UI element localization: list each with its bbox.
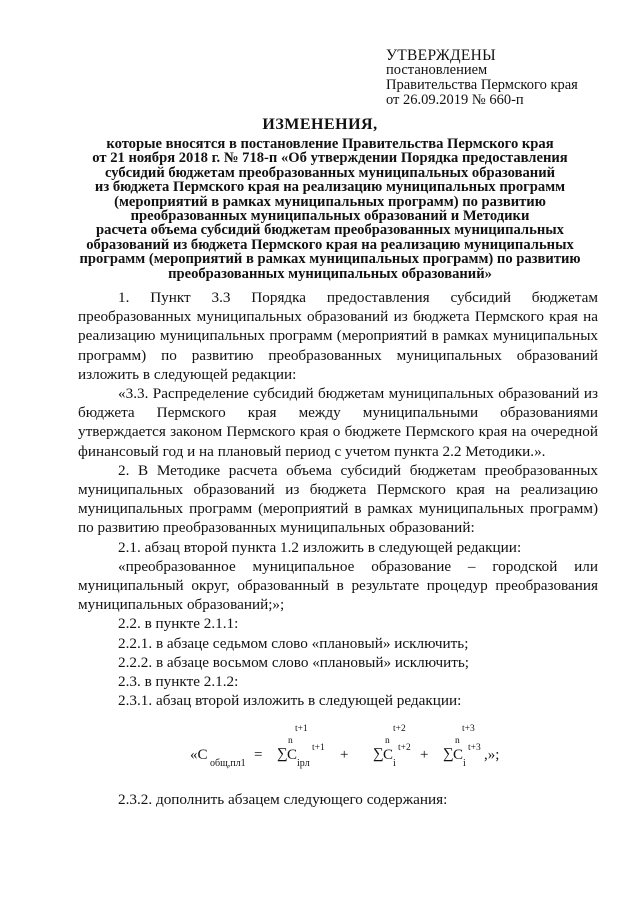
approval-stamp (386, 48, 578, 108)
formula-n-3: n (455, 736, 460, 747)
formula-sum-1: ∑ (277, 746, 288, 763)
paragraph-8: 2.2.2. в абзаце восьмом слово «плановый» исключить; (118, 653, 470, 671)
formula-t2-top: t+2 (393, 724, 406, 735)
subtitle-line: программ (мероприятий в рамках муниципальных программ) по развитию (79, 251, 581, 268)
formula-lhs: «С (190, 747, 208, 764)
subtitle-line: образований из бюджета Пермского края на реализацию муниципальных (86, 236, 574, 253)
formula-term-2-sub: i (393, 758, 396, 770)
approval-line-3: Правительства Пермского края (386, 77, 578, 93)
formula (78, 712, 598, 784)
paragraph-9: 2.3. в пункте 2.1.2: (118, 673, 239, 691)
formula-n-1: n (288, 736, 293, 747)
subtitle-line: (мероприятий в рамках муниципальных программ) по развитию (114, 193, 546, 210)
paragraph-6: 2.2. в пункте 2.1.1: (118, 615, 239, 633)
formula-term-3: С (453, 747, 464, 764)
document-body (78, 288, 598, 810)
subtitle-line: субсидий бюджетам преобразованных муниципальных образований (104, 164, 556, 181)
subtitle-line: которые вносятся в постановление Правительства Пермского края (106, 136, 554, 152)
paragraph-10: 2.3.1. абзац второй изложить в следующей редакции: (118, 692, 462, 710)
subtitle-line: из бюджета Пермского края на реализацию муниципальных программ (94, 179, 566, 196)
paragraph-3: 2. В Методике расчета объема субсидий бюджетам преобразованных муниципальных образований из бюджета Пермского края на реализацию муниципальных программ (мероприятий в рамках муниципальных программ) по развитию преобразованных муниципальных образований: (78, 461, 598, 537)
formula-term-1-sup: t+1 (312, 743, 325, 754)
paragraph-1: 1. Пункт 3.3 Порядка предоставления субсидий бюджетам преобразованных муниципальных образований из бюджета Пермского края на реализацию муниципальных программ (мероприятий в рамках муниципальных программ) по развитию преобразованных муниципальных образований изложить в следующей редакции: (78, 289, 598, 383)
formula-n-2: n (385, 736, 390, 747)
formula-t3-top: t+3 (462, 724, 475, 735)
paragraph-5: «преобразованное муниципальное образование – городской или муниципальный округ, образованный в результате процедур преобразования муниципальных образований;»; (78, 557, 598, 614)
subtitle-line: преобразованных муниципальных образований и Методики (130, 208, 530, 225)
paragraph-11: 2.3.2. дополнить абзацем следующего содержания: (118, 791, 448, 809)
formula-lhs-sub: общ,пл1 (210, 758, 246, 770)
approval-heading: УТВЕРЖДЕНЫ (386, 47, 496, 64)
approval-line-4: от 26.09.2019 № 660-п (386, 92, 524, 108)
formula-equals: = (254, 747, 263, 764)
formula-term-1-sub: ipл (297, 758, 310, 770)
formula-term-1: С (287, 747, 298, 764)
formula-t1-top: t+1 (295, 724, 308, 735)
document-title: ИЗМЕНЕНИЯ, (262, 116, 378, 133)
paragraph-7: 2.2.1. в абзаце седьмом слово «плановый» исключить; (118, 634, 469, 652)
subtitle-line: расчета объема субсидий бюджетам преобразованных муниципальных (96, 222, 564, 239)
formula-term-2: С (383, 747, 394, 764)
formula-plus-1: + (340, 747, 349, 764)
subtitle-line: преобразованных муниципальных образований» (168, 265, 492, 282)
formula-plus-2: + (420, 747, 429, 764)
formula-tail: ,»; (484, 747, 500, 764)
document-subtitle (70, 137, 590, 281)
formula-sum-2: ∑ (373, 746, 384, 763)
paragraph-2: «3.3. Распределение субсидий бюджетам муниципальных образований из бюджета Пермского края между муниципальными образованиями утверждается законом Пермского края о бюджете Пермского края на очередной финансовый год и на плановый период с учетом пункта 2.2 Методики.». (78, 385, 598, 460)
paragraph-4: 2.1. абзац второй пункта 1.2 изложить в следующей редакции: (118, 538, 522, 556)
formula-term-3-sub: i (463, 758, 466, 770)
approval-line-2: постановлением (386, 62, 488, 78)
subtitle-line: от 21 ноября 2018 г. № 718-п «Об утверждении Порядка предоставления (92, 150, 568, 167)
formula-term-2-sup: t+2 (398, 743, 411, 754)
formula-term-3-sup: t+3 (468, 743, 481, 754)
formula-sum-3: ∑ (443, 746, 454, 763)
